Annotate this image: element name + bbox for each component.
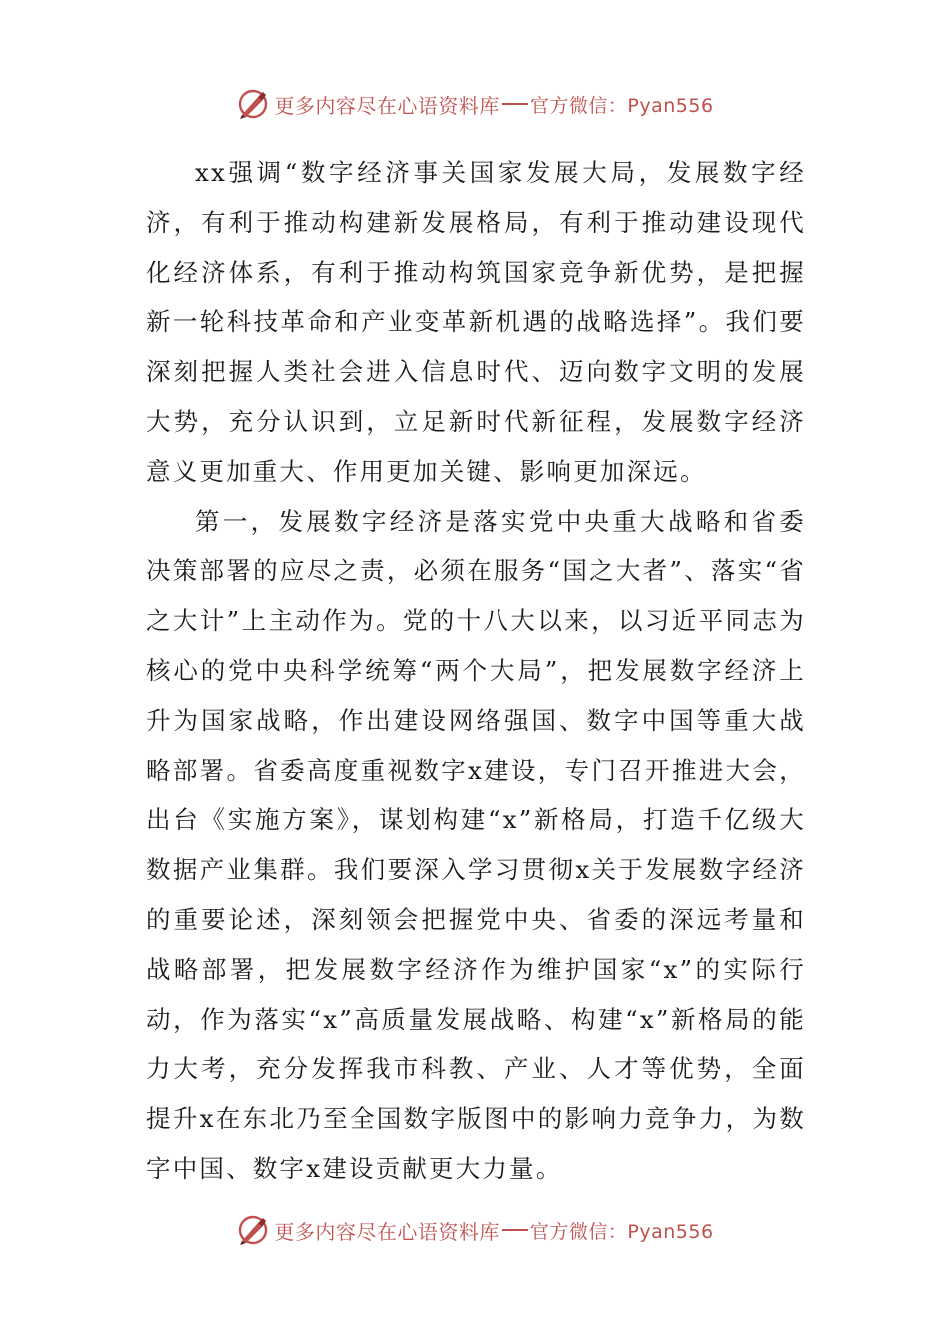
banner-wechat-text: 官方微信：Pyan556 — [529, 94, 714, 117]
paragraph-1: xx强调“数字经济事关国家发展大局，发展数字经济，有利于推动构建新发展格局，有利于推动建设现代化经济体系，有利于推动构筑国家竞争新优势，是把握新一轮科技革命和产业变革新机遇的战略选择”。我们要深刻把握人类社会进入信息时代、迈向数字文明的发展大势，充分认识到，立足新时代新征程，发展数字经济意义更加重大、作用更加关键、影响更加深远。 — [146, 158, 806, 486]
header-watermark-banner — [0, 84, 950, 124]
paragraph-2: 第一，发展数字经济是落实党中央重大战略和省委决策部署的应尽之责，必须在服务“国之大者”、落实“省之大计”上主动作为。党的十八大以来，以习近平同志为核心的党中央科学统筹“两个大局”，把发展数字经济上升为国家战略，作出建设网络强国、数字中国等重大战略部署。省委高度重视数字x建设，专门召开推进大会，出台《实施方案》，谋划构建“x”新格局，打造千亿级大数据产业集群。我们要深入学习贯彻x关于发展数字经济的重要论述，深刻领会把握党中央、省委的深远考量和战略部署，把发展数字经济作为维护国家“x”的实际行动，作为落实“x”高质量发展战略、构建“x”新格局的能力大考，充分发挥我市科教、产业、人才等优势，全面提升x在东北乃至全国数字版图中的影响力竞争力，为数字中国、数字x建设贡献更大力量。 — [146, 506, 806, 1183]
article-body — [146, 148, 806, 1194]
banner-wechat-text: 官方微信：Pyan556 — [529, 1220, 714, 1243]
banner-dash — [502, 1229, 528, 1231]
banner-dash — [502, 103, 528, 105]
banner-main-text: 更多内容尽在心语资料库 — [274, 1219, 500, 1244]
pen-logo-icon — [236, 87, 270, 121]
footer-watermark-banner — [0, 1210, 950, 1250]
banner-main-text: 更多内容尽在心语资料库 — [274, 93, 500, 118]
pen-logo-icon — [236, 1213, 270, 1247]
